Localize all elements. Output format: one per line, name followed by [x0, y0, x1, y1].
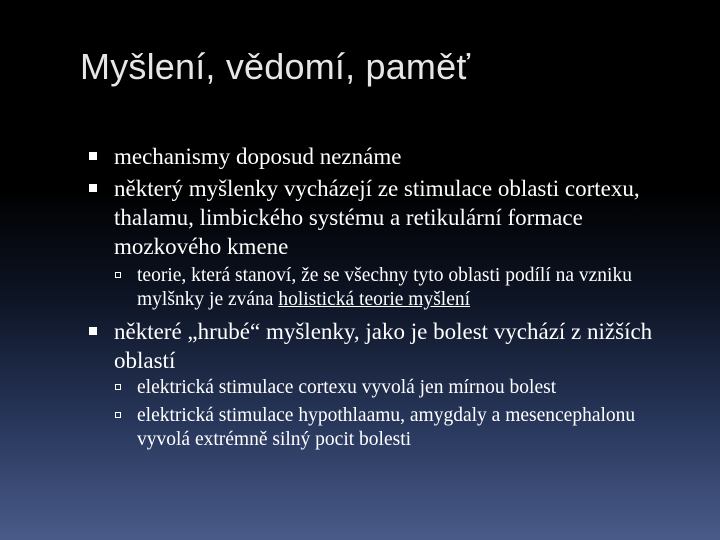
bullet-text: některý myšlenky vycházejí ze stimulace oblasti cortexu, thalamu, limbického systému a retikulární formace mozkového kmene	[114, 176, 640, 259]
slide-title: Myšlení, vědomí, paměť	[80, 46, 471, 87]
hollow-square-bullet-icon	[115, 384, 121, 390]
holisticka-teorie-link[interactable]: holistická teorie myšlení	[278, 289, 471, 310]
filled-square-bullet-icon	[89, 184, 97, 192]
hollow-square-bullet-icon	[115, 272, 121, 278]
bullet-item-mechanismy	[114, 142, 694, 171]
bullet-text: některé „hrubé“ myšlenky, jako je bolest vychází z nižších oblastí	[114, 319, 653, 373]
hollow-square-bullet-icon	[115, 412, 121, 418]
sub-bullet-item-teorie	[137, 264, 692, 312]
sub-bullet-text: elektrická stimulace hypothlaamu, amygdaly a mesencephalonu vyvolá extrémně silný pocit bolesti	[137, 405, 636, 450]
sub-bullet-item-stimulace-hypothlaamu	[137, 404, 657, 452]
bullet-text: mechanismy doposud neznáme	[114, 144, 402, 169]
sub-bullet-item-stimulace-cortexu	[137, 376, 692, 400]
bullet-item-hrube-myslenky	[114, 317, 694, 375]
filled-square-bullet-icon	[89, 327, 97, 335]
sub-bullet-text: teorie, která stanoví, že se všechny tyto oblasti podílí na vzniku mylšnky je zvána	[137, 265, 632, 310]
filled-square-bullet-icon	[89, 152, 97, 160]
sub-bullet-text: elektrická stimulace cortexu vyvolá jen mírnou bolest	[137, 377, 557, 398]
bullet-item-nektery-myslenky	[114, 174, 669, 261]
